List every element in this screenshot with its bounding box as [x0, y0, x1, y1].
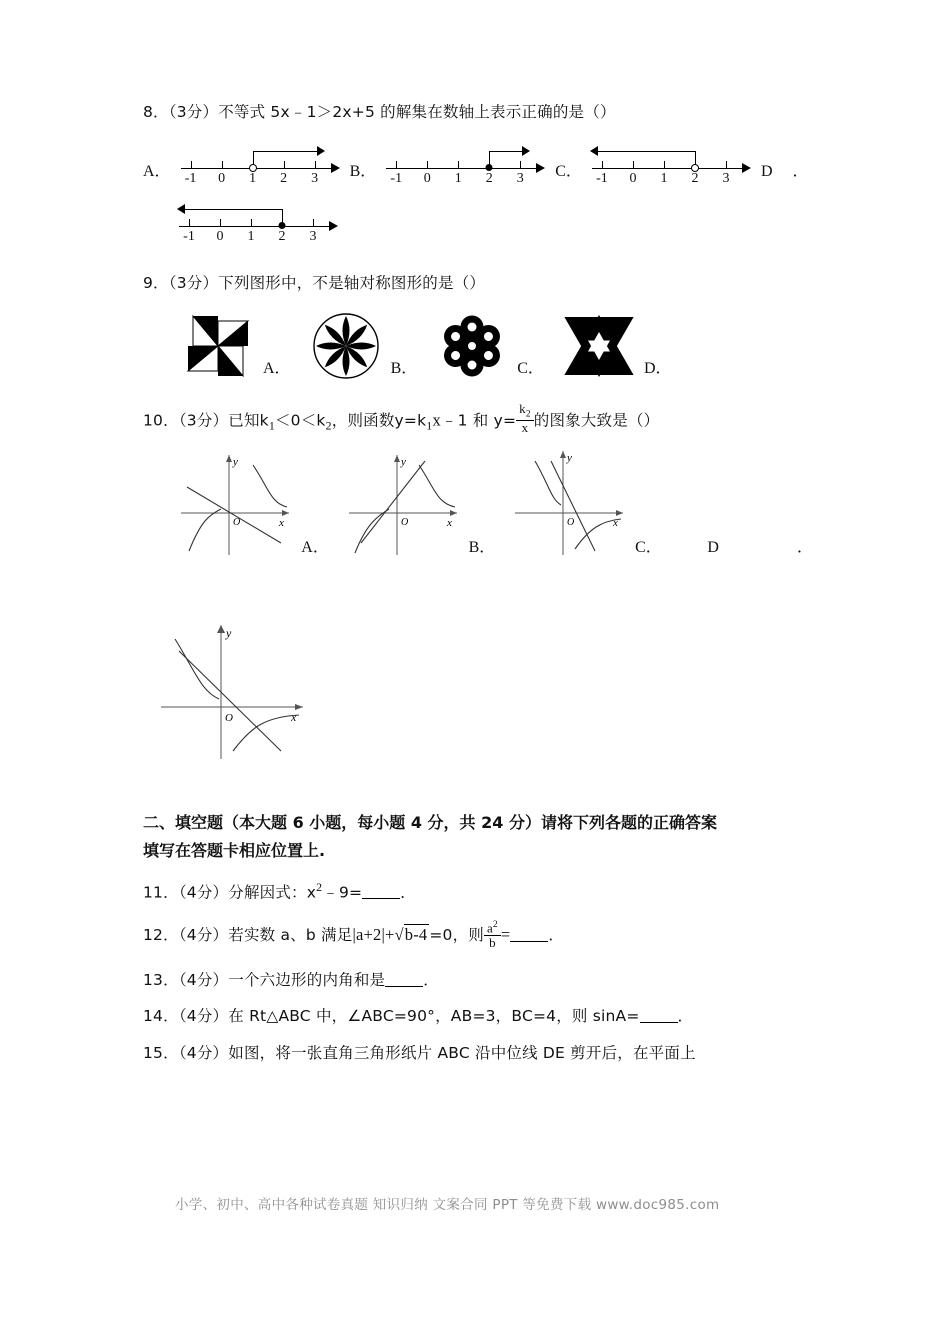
q9-figure-star-of-david: [554, 310, 644, 382]
q8-body-1: 不等式 5x: [218, 103, 290, 121]
q8-options-row-1: [143, 135, 813, 191]
q8-b-lbl-2: 1: [454, 170, 462, 186]
q12-score: （4分）: [178, 925, 229, 944]
q11-body: 分解因式：x: [228, 883, 317, 902]
q12-sqrt-sign: √: [394, 924, 404, 944]
q8-numberline-c: [586, 135, 761, 191]
question-14: [143, 1004, 813, 1029]
document-content: [143, 100, 813, 1070]
q10-d-y-label: y: [226, 625, 232, 640]
question-10-text: [143, 402, 813, 435]
q10-graph-c: [505, 443, 635, 563]
q13-score: （4分）: [178, 970, 229, 989]
q10-c-x-label: x: [613, 516, 618, 529]
q8-d-lbl-2: 1: [247, 228, 255, 244]
q9-option-c-label: C．: [517, 359, 544, 377]
q11-blank[interactable]: [362, 882, 400, 900]
q14-score: （4分）: [178, 1007, 229, 1026]
q10-score: （3分）: [178, 410, 229, 429]
q8-a-lbl-2: 1: [249, 170, 257, 186]
section-two-heading-line1: 二、填空题（本大题 6 小题，每小题 4 分，共 24 分）请将下列各题的正确答案: [143, 812, 717, 832]
q12-abs: |a+2|: [352, 924, 385, 944]
q13-number: 13．: [143, 970, 179, 989]
footer-watermark: 小学、初中、高中各种试卷真题 知识归纳 文案合同 PPT 等免费下载 www.doc985.com: [175, 1197, 720, 1213]
q13-end: ．: [423, 970, 439, 989]
q8-c-lbl-4: 3: [722, 170, 730, 186]
q10-t7: ）: [643, 410, 660, 429]
section-two-heading-line2: 填写在答题卡相应位置上.: [143, 840, 326, 860]
q10-graph-a: [171, 443, 301, 563]
question-13: [143, 968, 813, 993]
q8-option-d-period: ．: [792, 162, 809, 180]
q10-d-origin: O: [225, 711, 233, 724]
q10-a-x-label: x: [279, 516, 285, 529]
q10-sub2: 2: [325, 418, 332, 433]
q8-b-lbl-0: -1: [390, 170, 403, 186]
q13-blank[interactable]: [385, 969, 423, 987]
q10-frac-bot: x: [521, 419, 529, 435]
q8-numberline-a: [175, 135, 350, 191]
q10-frac-top: k: [519, 400, 526, 416]
q8-b-lbl-1: 0: [423, 170, 431, 186]
q9-figure-pinwheel: [173, 310, 263, 382]
q8-body-3: ）: [599, 103, 616, 121]
q12-plus: +: [384, 924, 395, 944]
q9-body: 下列图形中，不是轴对称图形的是（: [218, 273, 470, 292]
question-8-text: [143, 100, 813, 125]
q9-figures-row: [143, 310, 813, 382]
q8-body-2: 1＞2x+5 的解集在数轴上表示正确的是（: [306, 103, 600, 121]
q9-option-d-label: D．: [643, 359, 672, 377]
q12-frac-bot: b: [489, 935, 496, 951]
q14-end: ．: [677, 1007, 694, 1026]
q11-end: ．: [400, 883, 416, 902]
q12-end: ．: [548, 925, 565, 944]
q12-number: 12．: [143, 925, 179, 944]
q12-sqrt-body: b-4: [404, 924, 428, 944]
q12-blank[interactable]: [510, 924, 548, 942]
q8-option-b-label: B．: [349, 162, 377, 180]
q8-number: 8．: [143, 103, 169, 121]
q9-body-end: ）: [469, 273, 486, 292]
q8-d-lbl-1: 0: [216, 228, 224, 244]
q10-option-c-label: C．: [635, 538, 662, 556]
q9-figure-hexagon-flower: [427, 310, 517, 382]
q15-score: （4分）: [178, 1044, 229, 1063]
question-15: [143, 1041, 813, 1066]
q8-b-lbl-3: 2: [485, 170, 493, 186]
q10-fraction: [516, 402, 534, 435]
q14-blank[interactable]: [640, 1006, 678, 1024]
q9-number: 9．: [143, 273, 169, 292]
q8-a-lbl-3: 2: [280, 170, 288, 186]
q11-body-2: 9=: [338, 883, 363, 902]
q8-d-lbl-0: -1: [183, 228, 195, 244]
q8-score: （3分）: [168, 103, 219, 121]
q8-options-row-2: [143, 193, 813, 249]
q12-eq2: =: [500, 924, 511, 944]
q12-frac-top-sup: 2: [493, 920, 498, 931]
q8-minus: ﹣: [289, 102, 307, 121]
q8-option-a-label: A．: [143, 162, 171, 180]
q10-t3: ，则函数y=k: [331, 410, 427, 429]
q10-d-x-label: x: [291, 709, 297, 724]
q12-fraction: [484, 921, 501, 950]
q9-option-a-label: A．: [263, 359, 291, 377]
q11-number: 11．: [143, 883, 179, 902]
q8-c-lbl-0: -1: [596, 170, 608, 186]
q15-body: 如图，将一张直角三角形纸片 ABC 沿中位线 DE 剪开后，在平面上: [228, 1044, 696, 1063]
q10-sub3: 1: [426, 418, 433, 433]
q10-a-origin: O: [233, 516, 241, 528]
q11-score: （4分）: [178, 883, 229, 902]
q9-option-b-label: B．: [390, 359, 418, 377]
q10-number: 10．: [143, 410, 179, 429]
q8-c-lbl-3: 2: [691, 170, 699, 186]
q8-c-lbl-2: 1: [660, 170, 668, 186]
q10-t1: 已知k: [228, 410, 269, 429]
q10-option-a-label: A．: [301, 538, 329, 556]
q10-b-x-label: x: [446, 516, 452, 529]
q10-graph-d: [153, 615, 313, 765]
q8-option-c-label: C．: [555, 162, 582, 180]
q10-option-d-period: ．: [796, 538, 813, 556]
q10-graphs-row: [143, 443, 813, 563]
q8-numberline-d: [173, 193, 348, 249]
q8-a-lbl-0: -1: [184, 170, 197, 186]
q10-t4: x: [432, 409, 441, 429]
q13-body: 一个六边形的内角和是: [228, 970, 386, 989]
q8-c-lbl-1: 0: [629, 170, 637, 186]
q10-graph-d-row: [153, 615, 813, 765]
q10-b-origin: O: [400, 516, 408, 528]
q14-body: 在 Rt△ABC 中，∠ABC=90°，AB=3，BC=4，则 sinA=: [228, 1007, 640, 1026]
q14-number: 14．: [143, 1007, 179, 1026]
q10-c-y-label: y: [567, 451, 572, 464]
question-12: [143, 921, 813, 950]
q10-t6: 的图象大致是（: [533, 410, 644, 429]
q10-b-y-label: y: [400, 455, 406, 468]
q10-minus: ﹣: [440, 409, 458, 429]
q8-b-lbl-4: 3: [516, 170, 524, 186]
q9-score: （3分）: [168, 273, 219, 292]
q10-option-d-label: D: [707, 538, 719, 556]
q10-sub1: 1: [268, 418, 275, 433]
q9-figure-flower-circle: [301, 310, 391, 382]
q10-c-origin: O: [567, 516, 575, 528]
q12-eq: =0，则: [429, 925, 485, 944]
q8-a-lbl-4: 3: [311, 170, 319, 186]
question-11: [143, 879, 813, 905]
q10-t2: ＜0＜k: [274, 410, 326, 429]
q8-a-lbl-1: 0: [218, 170, 226, 186]
q10-option-b-label: B．: [468, 538, 496, 556]
q10-graph-b: [339, 443, 469, 563]
q11-sup: 2: [316, 879, 323, 894]
q10-a-y-label: y: [233, 455, 239, 468]
q10-frac-top-sub: 2: [525, 409, 531, 420]
q8-d-lbl-3: 2: [278, 228, 286, 244]
q11-minus: ﹣: [322, 882, 339, 902]
q8-d-lbl-4: 3: [309, 228, 317, 244]
q10-t5: 1 和 y=: [457, 410, 517, 429]
q8-numberline-b: [380, 135, 555, 191]
q12-body: 若实数 a、b 满足: [228, 925, 353, 944]
q8-option-d-label: D: [760, 162, 773, 180]
q12-frac-top: a: [487, 920, 493, 936]
q15-number: 15．: [143, 1044, 179, 1063]
question-9-text: [143, 271, 813, 296]
